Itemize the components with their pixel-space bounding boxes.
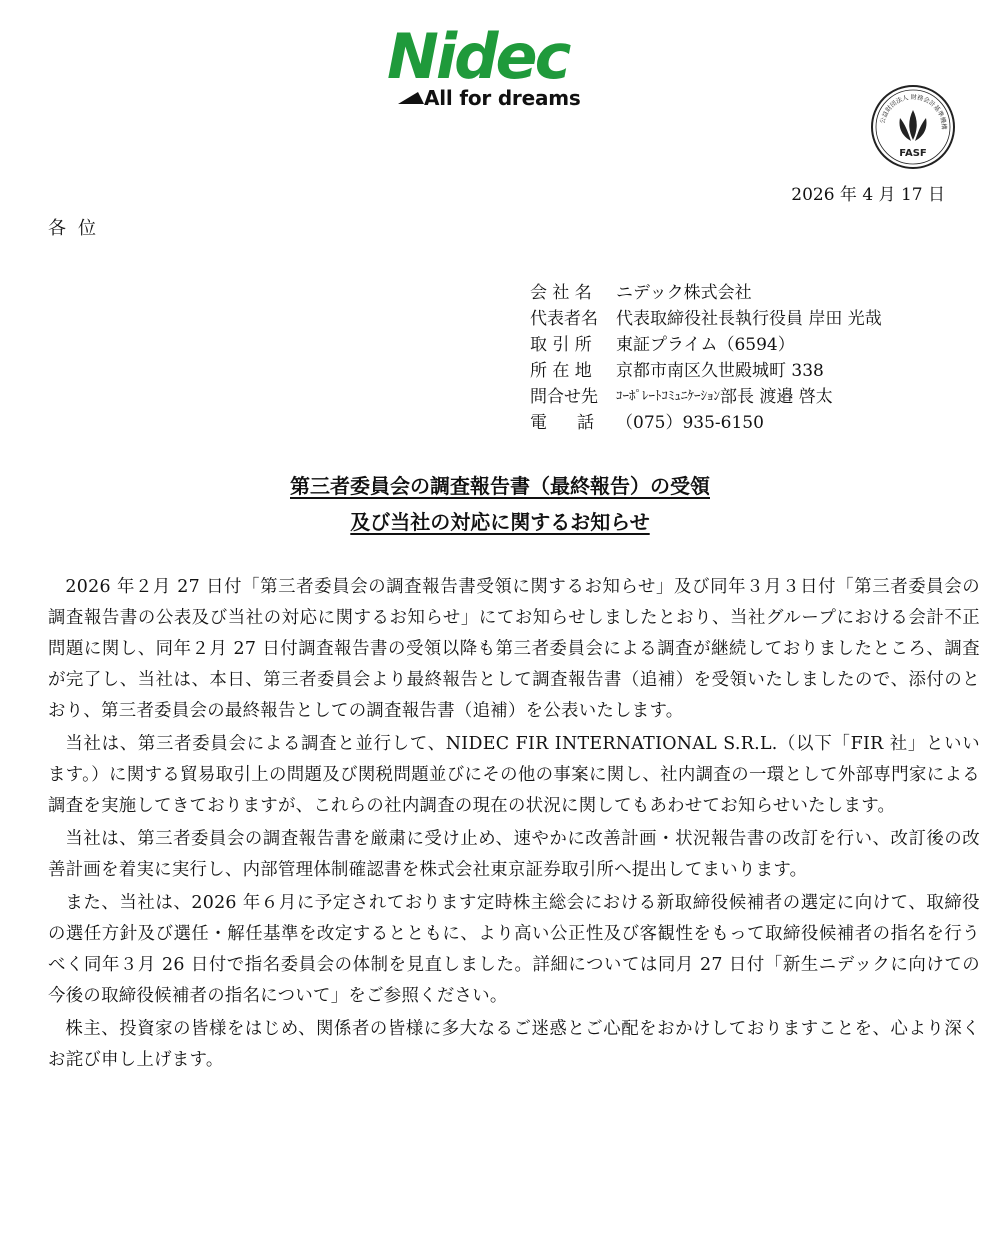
exchange-row (530, 332, 882, 358)
company-name-label: 会 社 名 (530, 283, 592, 303)
contact-department: ｺｰﾎﾟﾚｰﾄｺﾐｭﾆｹｰｼｮﾝ (616, 389, 720, 404)
body-paragraph-5: 株主、投資家の皆様をはじめ、関係者の皆様に多大なるご迷惑とご心配をおかけしておりますことを、心より深くお詫び申し上げます。 (48, 1019, 980, 1070)
representative-value: 代表取締役社長執行役員 岸田 光哉 (616, 309, 882, 329)
address-label: 所 在 地 (530, 361, 592, 381)
phone-label: 電話 (530, 413, 624, 433)
release-date: 2026 年 4 月 17 日 (791, 185, 945, 205)
seal-label: FASF (899, 148, 927, 159)
body-paragraph-1: 2026 年２月 27 日付「第三者委員会の調査報告書受領に関するお知らせ」及び同年３月３日付「第三者委員会の調査報告書の公表及び当社の対応に関するお知らせ」にてお知らせしましたとおり、当社グループにおける会計不正問題に関し、同年２月 27 日付調査報告書の受領以降も第三者委員会による調査が継続しておりましたところ、調査が完了し、当社は、本日、第三者委員会より最終報告として調査報告書（追補）を受領いたしましたので、添付のとおり、第三者委員会の最終報告としての調査報告書（追補）を公表いたします。 (48, 577, 980, 721)
fasf-seal-icon (870, 84, 956, 170)
company-name-value: ニデック株式会社 (616, 283, 752, 303)
nidec-logo-mark (385, 22, 625, 86)
document-title-line-1: 第三者委員会の調査報告書（最終報告）の受領 (290, 474, 710, 498)
phone-row (530, 410, 882, 436)
tagline-text: All for dreams (424, 86, 581, 110)
contact-label: 問合せ先 (530, 387, 598, 407)
company-info (530, 280, 882, 436)
logo-tagline (398, 86, 581, 110)
body-paragraph-2: 当社は、第三者委員会による調査と並行して、NIDEC FIR INTERNATIONAL S.R.L.（以下「FIR 社」といいます。）に関する貿易取引上の問題及び関税問題並びにその他の事案に関し、社内調査の一環として外部専門家による調査を実施してきておりますが、これらの社内調査の現在の状況に関してもあわせてお知らせいたします。 (48, 734, 980, 816)
address-row (530, 358, 882, 384)
phone-value: （075）935-6150 (616, 413, 764, 433)
company-name-row (530, 280, 882, 306)
tagline-swoosh-icon (398, 90, 424, 106)
contact-value: 部長 渡邉 啓太 (720, 387, 833, 407)
seal-ring-text: 公益財団法人 財務会計基準機構 (879, 93, 948, 130)
body-paragraph-3: 当社は、第三者委員会の調査報告書を厳粛に受け止め、速やかに改善計画・状況報告書の改訂を行い、改訂後の改善計画を着実に実行し、内部管理体制確認書を株式会社東京証券取引所へ提出してまいります。 (48, 829, 980, 880)
document-title-line-2: 及び当社の対応に関するお知らせ (350, 510, 650, 534)
exchange-value: 東証プライム（6594） (616, 335, 795, 355)
contact-row (530, 384, 882, 410)
document-body (48, 572, 980, 1078)
logo-wordmark: Nidec (387, 22, 569, 86)
body-paragraph-4: また、当社は、2026 年６月に予定されております定時株主総会における新取締役候補者の選定に向けて、取締役の選任方針及び選任・解任基準を改定するとともに、より高い公正性及び客観性をもって取締役候補者の指名を行うべく同年３月 26 日付で指名委員会の体制を見直しました。詳細については同月 27 日付「新生ニデックに向けての今後の取締役候補者の指名について」をご参照ください。 (48, 893, 980, 1006)
exchange-label: 取 引 所 (530, 335, 592, 355)
fasf-seal (870, 84, 956, 170)
recipient: 各位 (48, 218, 108, 239)
representative-label: 代表者名 (530, 309, 598, 329)
representative-row (530, 306, 882, 332)
address-value: 京都市南区久世殿城町 338 (616, 361, 824, 381)
